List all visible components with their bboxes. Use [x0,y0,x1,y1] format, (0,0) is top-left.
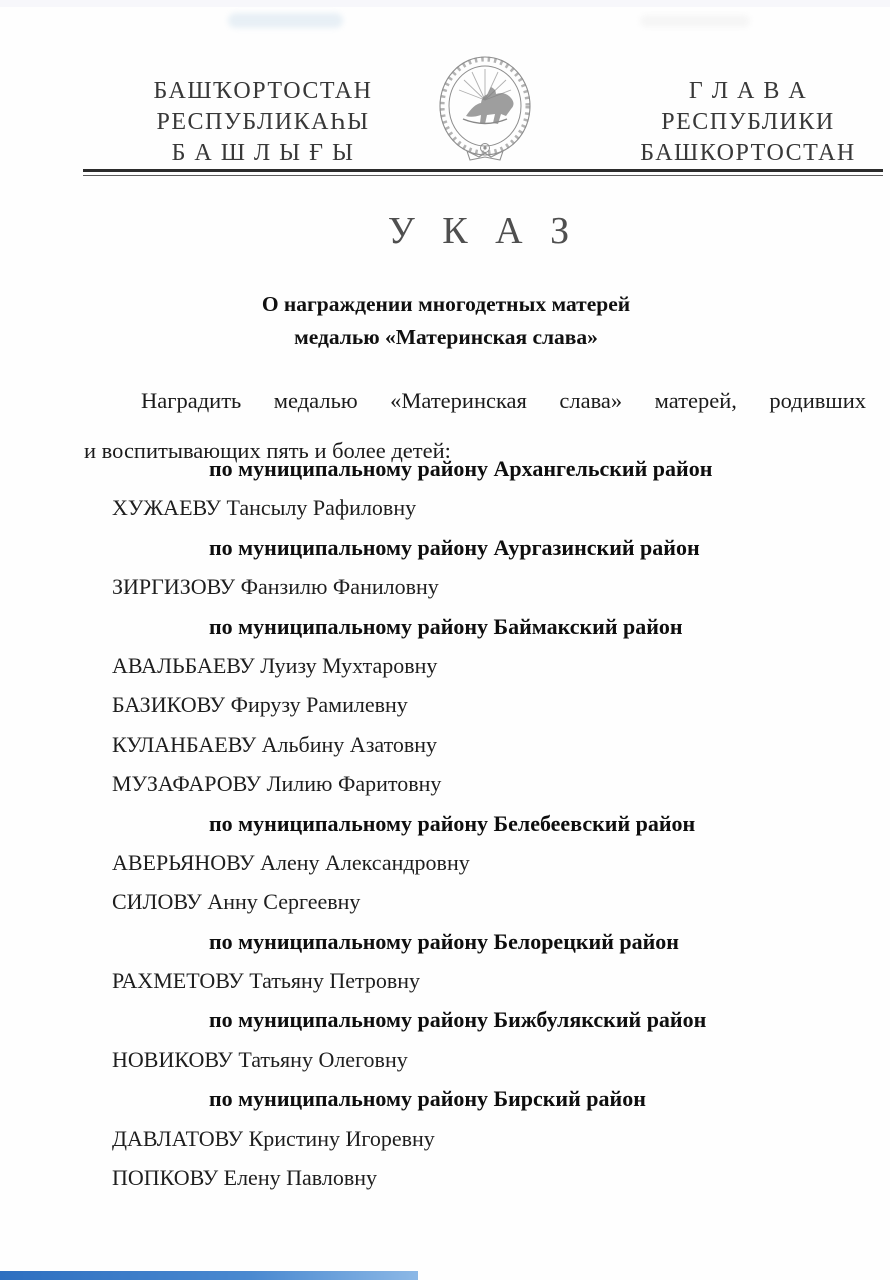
letterhead-bashkir-line: Б А Ш Л Ы Ғ Ы [171,140,355,166]
decree-subject [48,288,844,354]
award-list [84,449,882,1197]
page-top-tint [0,0,890,7]
letterhead-russian-line: РЕСПУБЛИКИ [661,109,835,135]
awardee-name: АВЕРЬЯНОВУ Алену Александровну [112,849,470,875]
scan-smudge-blue [228,13,343,28]
scan-smudge-gray [640,15,750,27]
letterhead-russian-line: БАШКОРТОСТАН [640,140,856,166]
awardee-name: ДАВЛАТОВУ Кристину Игоревну [112,1125,435,1151]
district-heading: по муниципальному району Баймакский район [209,613,683,639]
letterhead-russian-line: Г Л А В А [688,78,808,104]
letterhead-bashkir-line: БАШҠОРТОСТАН [153,78,373,104]
letterhead-divider-rule [83,169,883,176]
letterhead-bashkir-line: РЕСПУБЛИКАҺЫ [156,109,370,135]
awardee-name: ПОПКОВУ Елену Павловну [112,1165,377,1191]
letterhead-russian-title [626,76,870,169]
awardee-name: СИЛОВУ Анну Сергеевну [112,889,361,915]
decree-subject-line: медалью «Материнская слава» [294,325,598,349]
letterhead-bashkir-title [138,76,388,169]
district-heading: по муниципальному району Белебеевский район [209,810,696,836]
bashkortostan-coat-of-arms-icon [436,56,534,166]
district-heading: по муниципальному району Бирский район [209,1086,646,1112]
decree-title: У К А З [387,210,579,252]
awardee-name: РАХМЕТОВУ Татьяну Петровну [112,968,421,994]
awardee-name: МУЗАФАРОВУ Лилию Фаритовну [112,771,442,797]
intro-line: Наградить медалью «Материнская слава» матерей, родивших [141,388,866,413]
viewer-loading-bar [0,1271,418,1280]
awardee-name: АВАЛЬБАЕВУ Луизу Мухтаровну [112,652,438,678]
district-heading: по муниципальному району Архангельский район [209,456,713,481]
awardee-name: КУЛАНБАЕВУ Альбину Азатовну [112,731,438,757]
awardee-name: НОВИКОВУ Татьяну Олеговну [112,1046,408,1072]
awardee-name: ХУЖАЕВУ Тансылу Рафиловну [112,495,417,521]
intro-line: и воспитывающих пять и более детей: [84,438,451,463]
decree-subject-line: О награждении многодетных матерей [261,292,631,316]
awardee-name: БАЗИКОВУ Фирузу Рамилевну [112,692,408,718]
district-heading: по муниципальному району Аургазинский район [209,534,700,560]
district-heading: по муниципальному району Белорецкий район [209,928,679,954]
district-heading: по муниципальному району Бижбулякский район [209,1007,707,1033]
awardee-name: ЗИРГИЗОВУ Фанзилю Фаниловну [112,574,439,600]
